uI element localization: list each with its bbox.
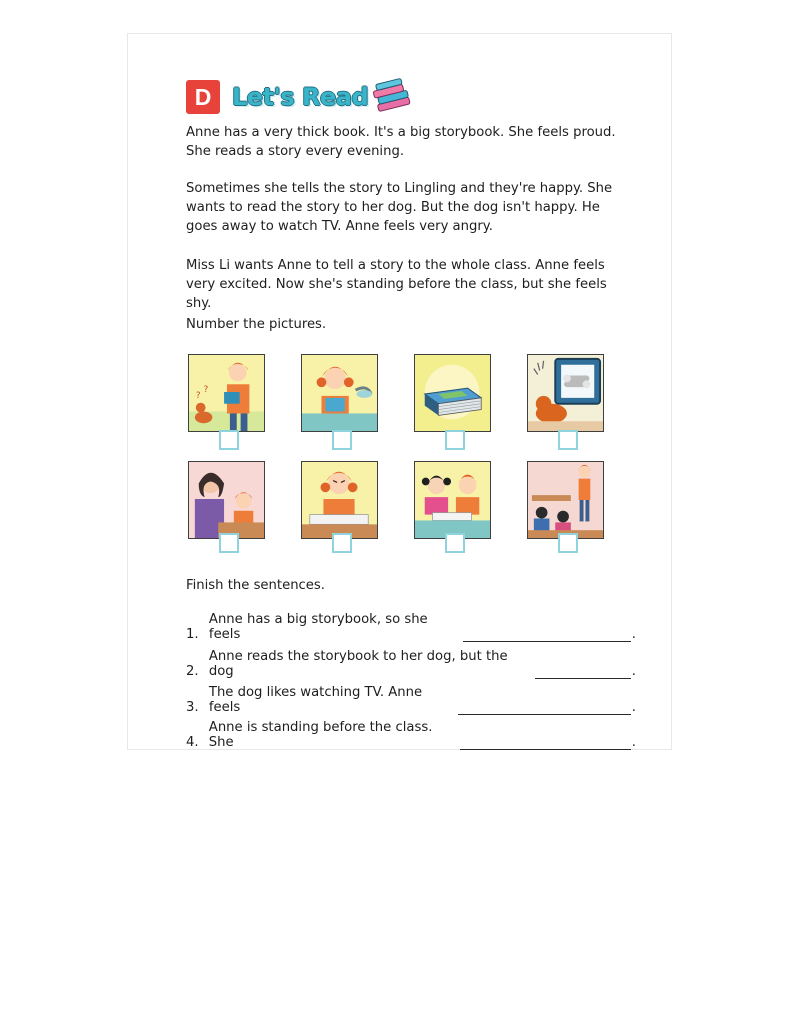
picture-dog-watching-tv (527, 354, 604, 432)
sentence-3-end: . (631, 700, 636, 715)
sentence-1-number: 1. (186, 627, 199, 642)
sentence-3-answer-blank[interactable] (458, 700, 631, 715)
sentence-3 (186, 685, 636, 715)
sentence-4-end: . (631, 735, 636, 750)
dog-watching-tv-icon (528, 355, 603, 431)
picture-anne-reading-to-dog (188, 354, 265, 432)
anne-and-lingling-reading-icon (415, 462, 490, 538)
svg-text:?: ? (203, 385, 209, 396)
picture-1-number-box[interactable] (219, 430, 239, 450)
sentence-1-end: . (631, 627, 636, 642)
worksheet-page (127, 33, 672, 750)
anne-reading-at-desk-icon (302, 355, 377, 431)
sentence-2-number: 2. (186, 664, 199, 679)
sentence-1 (186, 612, 636, 642)
books-icon (370, 77, 414, 117)
picture-4-number-box[interactable] (558, 430, 578, 450)
picture-6-number-box[interactable] (332, 533, 352, 553)
picture-miss-li-talking-to-anne (188, 461, 265, 539)
sentence-2-answer-blank[interactable] (535, 664, 630, 679)
miss-li-talking-to-anne-icon (189, 462, 264, 538)
svg-text:?: ? (195, 390, 201, 401)
sentence-1-text: Anne has a big storybook, so she feels (208, 612, 428, 642)
picture-5-number-box[interactable] (219, 533, 239, 553)
task-number-pictures-instruction: Number the pictures. (186, 317, 327, 332)
picture-2-number-box[interactable] (332, 430, 352, 450)
sentence-3-number: 3. (186, 700, 199, 715)
sentence-4-text: Anne is standing before the class. She (208, 720, 433, 750)
picture-thick-book (414, 354, 491, 432)
sentence-2-text: Anne reads the storybook to her dog, but the dog (208, 649, 508, 679)
picture-7-number-box[interactable] (445, 533, 465, 553)
sentence-2-end: . (631, 664, 636, 679)
sentence-2 (186, 649, 636, 679)
sentence-1-answer-blank[interactable] (463, 627, 630, 642)
picture-anne-and-lingling-reading (414, 461, 491, 539)
task-finish-sentences-instruction: Finish the sentences. (186, 578, 325, 593)
sentence-3-text: The dog likes watching TV. Anne feels (208, 685, 423, 715)
passage-paragraph-1: Anne has a very thick book. It's a big storybook. She feels proud. She reads a story every evening. (186, 125, 616, 159)
passage-paragraph-2: Sometimes she tells the story to Lingling and they're happy. She wants to read the story to her dog. But the dog isn't happy. He goes away to watch TV. Anne feels very angry. (186, 181, 613, 234)
picture-anne-angry-at-desk (301, 461, 378, 539)
anne-angry-at-desk-icon (302, 462, 377, 538)
sentence-4-answer-blank[interactable] (460, 735, 631, 750)
picture-8-number-box[interactable] (558, 533, 578, 553)
section-header (186, 77, 414, 117)
thick-book-icon (415, 355, 490, 431)
passage-paragraph-3: Miss Li wants Anne to tell a story to the whole class. Anne feels very excited. Now she's standing before the class, but she feels shy. (186, 258, 607, 311)
sentence-4 (186, 720, 636, 750)
picture-anne-reading-at-desk (301, 354, 378, 432)
section-title: Let's Read (232, 83, 369, 111)
picture-3-number-box[interactable] (445, 430, 465, 450)
picture-anne-standing-before-class (527, 461, 604, 539)
section-letter-badge: D (186, 80, 220, 114)
anne-standing-before-class-icon (528, 462, 603, 538)
sentence-4-number: 4. (186, 735, 199, 750)
anne-reading-to-dog-icon (189, 355, 264, 431)
